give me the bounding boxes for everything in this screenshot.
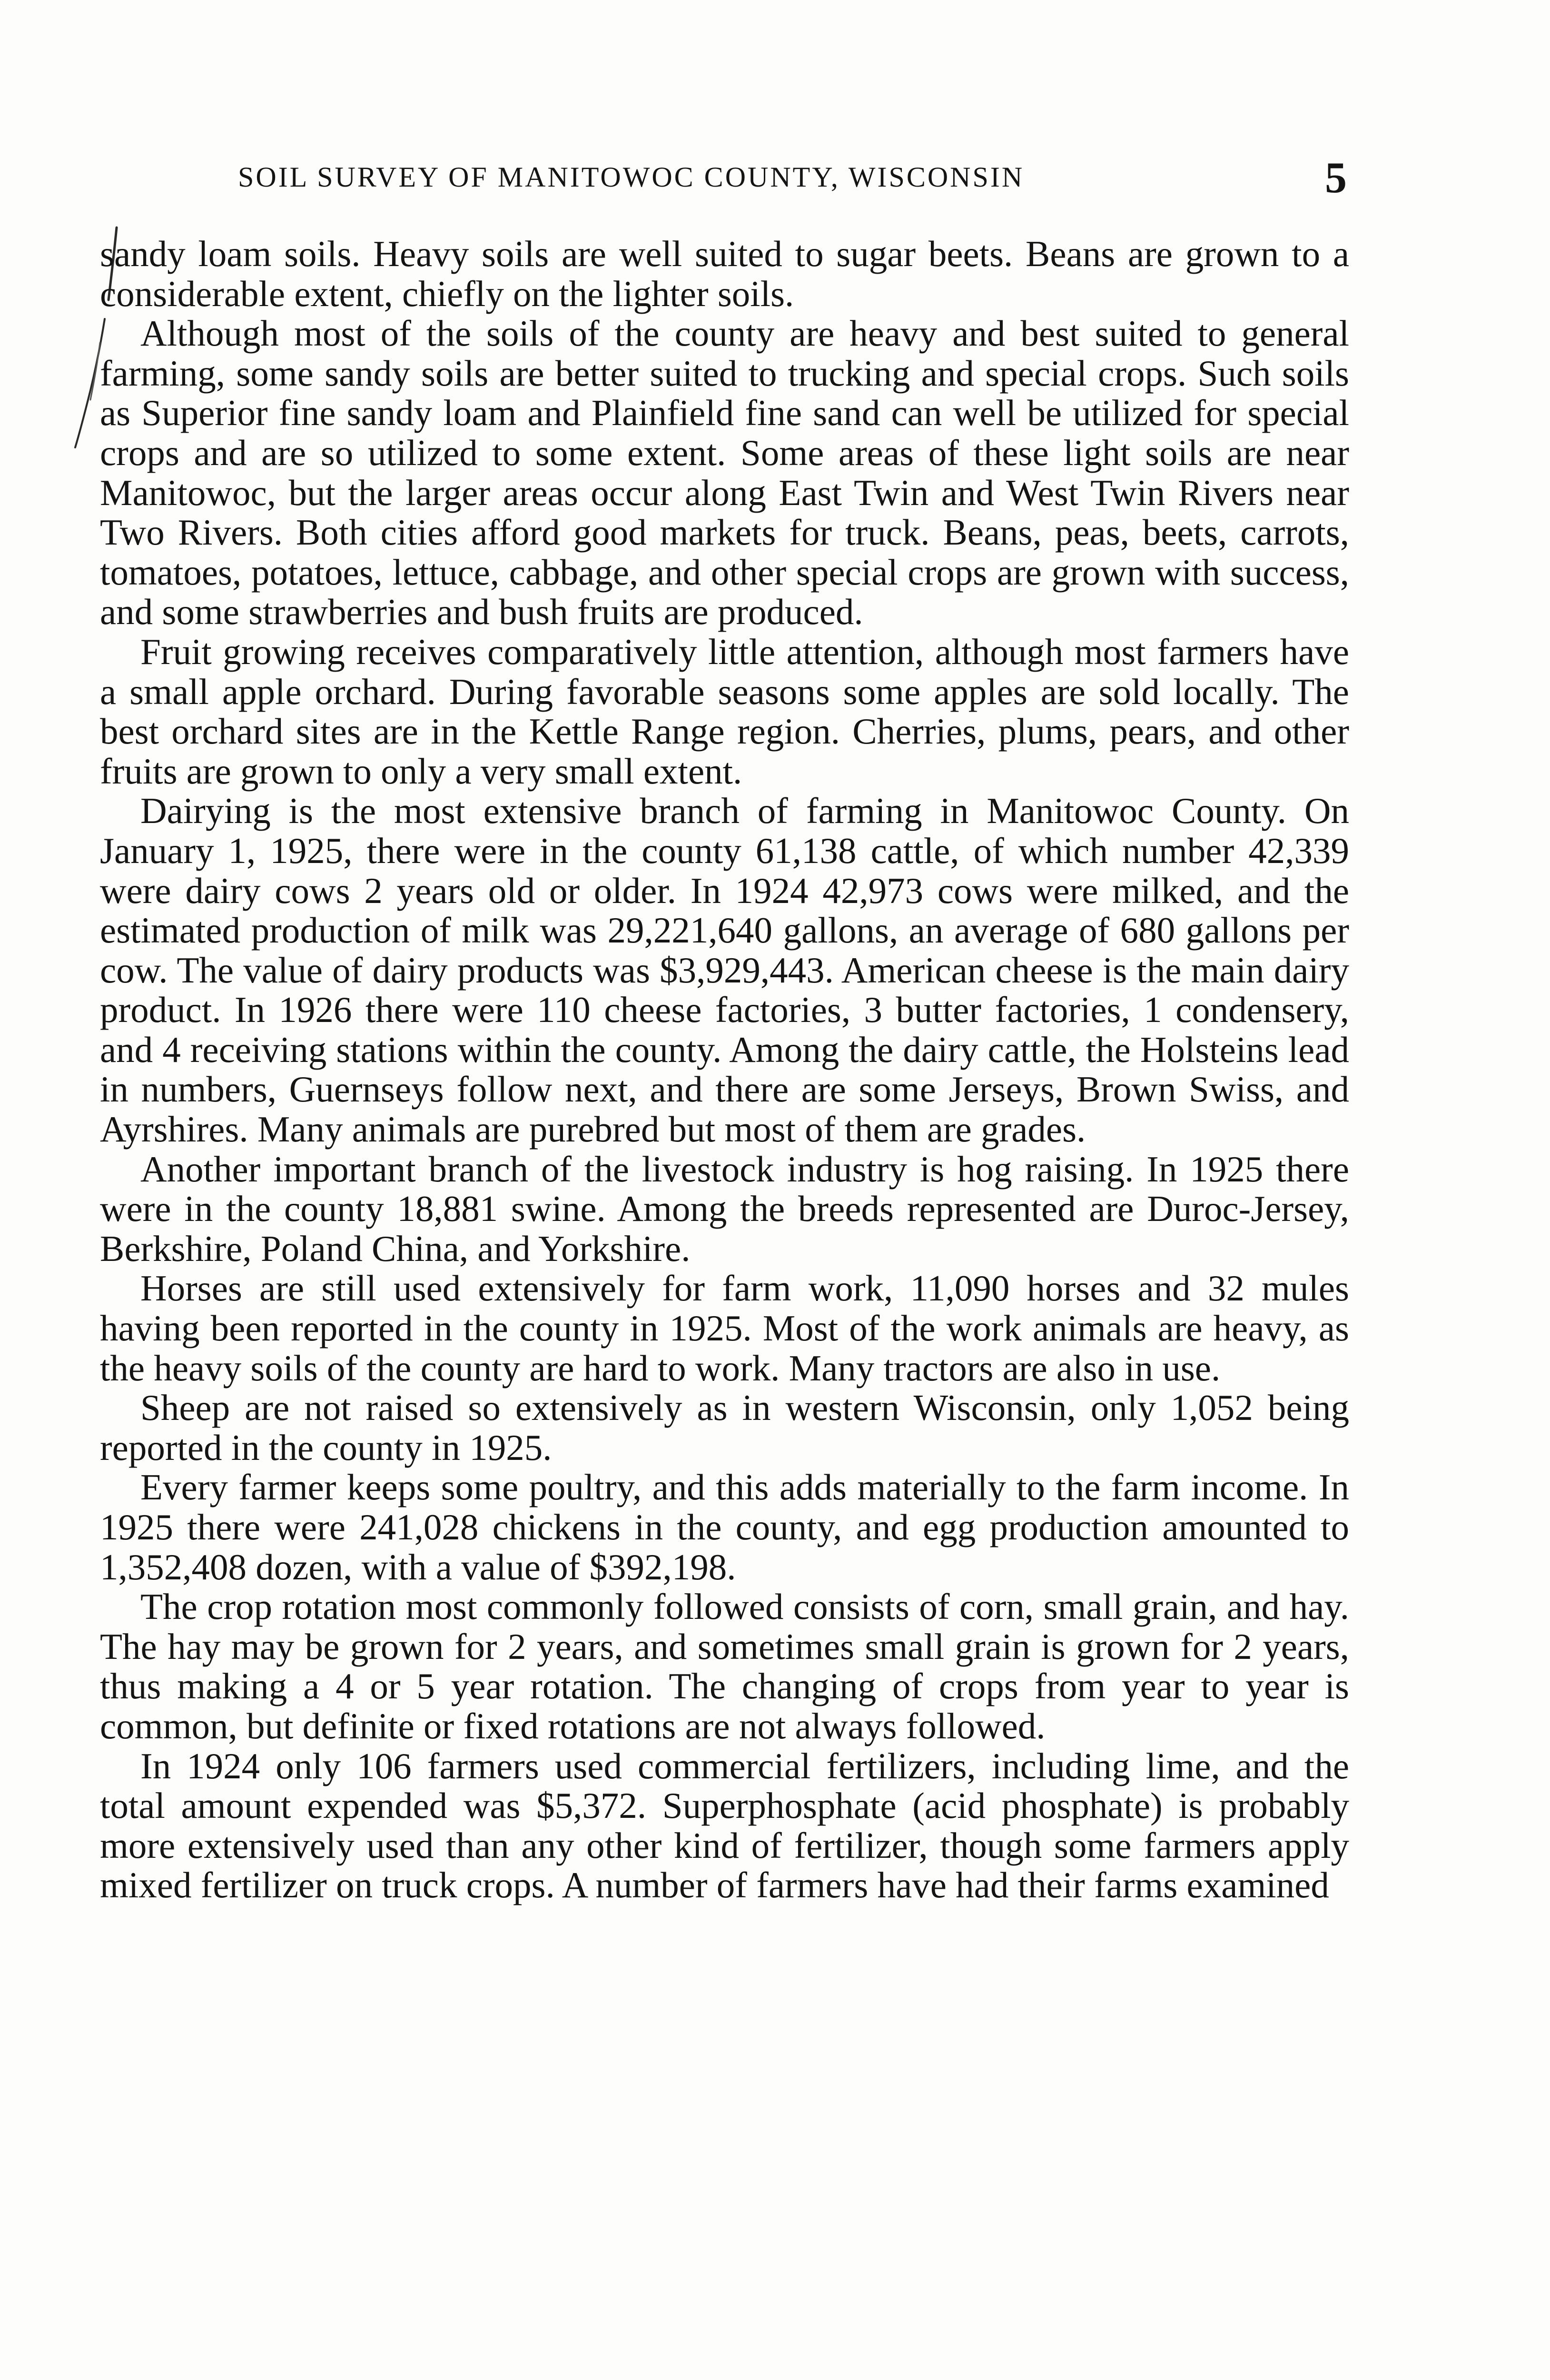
paragraph-7: Sheep are not raised so extensively as in western Wisconsin, only 1,052 being reported in the county in 1925. <box>100 1387 1349 1468</box>
body-text <box>100 234 1349 1905</box>
paragraph-1: sandy loam soils. Heavy soils are well suited to sugar beets. Beans are grown to a considerable extent, chiefly on the lighter soils. <box>100 233 1349 314</box>
paragraph-6: Horses are still used extensively for farm work, 11,090 horses and 32 mules having been reported in the county in 1925. Most of the work animals are heavy, as the heavy soils of the county are hard to work. Many tractors are also in use. <box>100 1268 1349 1388</box>
page-number: 5 <box>1325 153 1347 202</box>
running-head <box>100 152 1347 209</box>
paragraph-8: Every farmer keeps some poultry, and this adds materially to the farm income. In 1925 there were 241,028 chickens in the county, and egg production amounted to 1,352,408 dozen, with a value of $392,198. <box>100 1467 1349 1587</box>
running-title: SOIL SURVEY OF MANITOWOC COUNTY, WISCONSIN <box>238 161 1025 193</box>
paragraph-4: Dairying is the most extensive branch of farming in Manitowoc County. On January 1, 1925, there were in the county 61,138 cattle, of which number 42,339 were dairy cows 2 years old or older. In 1924 42,973 cows were milked, and the estimated production of milk was 29,221,640 gallons, an average of 680 gallons per cow. The value of dairy products was $3,929,443. American cheese is the main dairy product. In 1926 there were 110 cheese factories, 3 butter factories, 1 condensery, and 4 receiving stations within the county. Among the dairy cattle, the Holsteins lead in numbers, Guernseys follow next, and there are some Jerseys, Brown Swiss, and Ayrshires. Many animals are purebred but most of them are grades. <box>100 790 1349 1150</box>
paragraph-9: The crop rotation most commonly followed consists of corn, small grain, and hay. The hay may be grown for 2 years, and sometimes small grain is grown for 2 years, thus making a 4 or 5 year rotation. The changing of crops from year to year is common, but definite or fixed rotations are not always followed. <box>100 1586 1349 1746</box>
paragraph-3: Fruit growing receives comparatively little attention, although most farmers have a small apple orchard. During favorable seasons some apples are sold locally. The best orchard sites are in the Kettle Range region. Cherries, plums, pears, and other fruits are grown to only a very small extent. <box>100 631 1349 792</box>
paragraph-2: Although most of the soils of the county are heavy and best suited to general farming, some sandy soils are better suited to trucking and special crops. Such soils as Superior fine sandy loam and Plainfield fine sand can well be utilized for special crops and are so utilized to some extent. Some areas of these light soils are near Manitowoc, but the larger areas occur along East Twin and West Twin Rivers near Two Rivers. Both cities afford good markets for truck. Beans, peas, beets, carrots, tomatoes, potatoes, lettuce, cabbage, and other special crops are grown with success, and some strawberries and bush fruits are produced. <box>100 313 1349 633</box>
paragraph-10: In 1924 only 106 farmers used commercial fertilizers, including lime, and the total amount expended was $5,372. Superphosphate (acid phosphate) is probably more extensively used than any other kind of fertilizer, though some farmers apply mixed fertilizer on truck crops. A number of farmers have had their farms examined <box>100 1745 1349 1906</box>
paragraph-5: Another important branch of the livestock industry is hog raising. In 1925 there were in the county 18,881 swine. Among the breeds represented are Duroc-Jersey, Berkshire, Poland China, and Yorkshire. <box>100 1148 1349 1269</box>
